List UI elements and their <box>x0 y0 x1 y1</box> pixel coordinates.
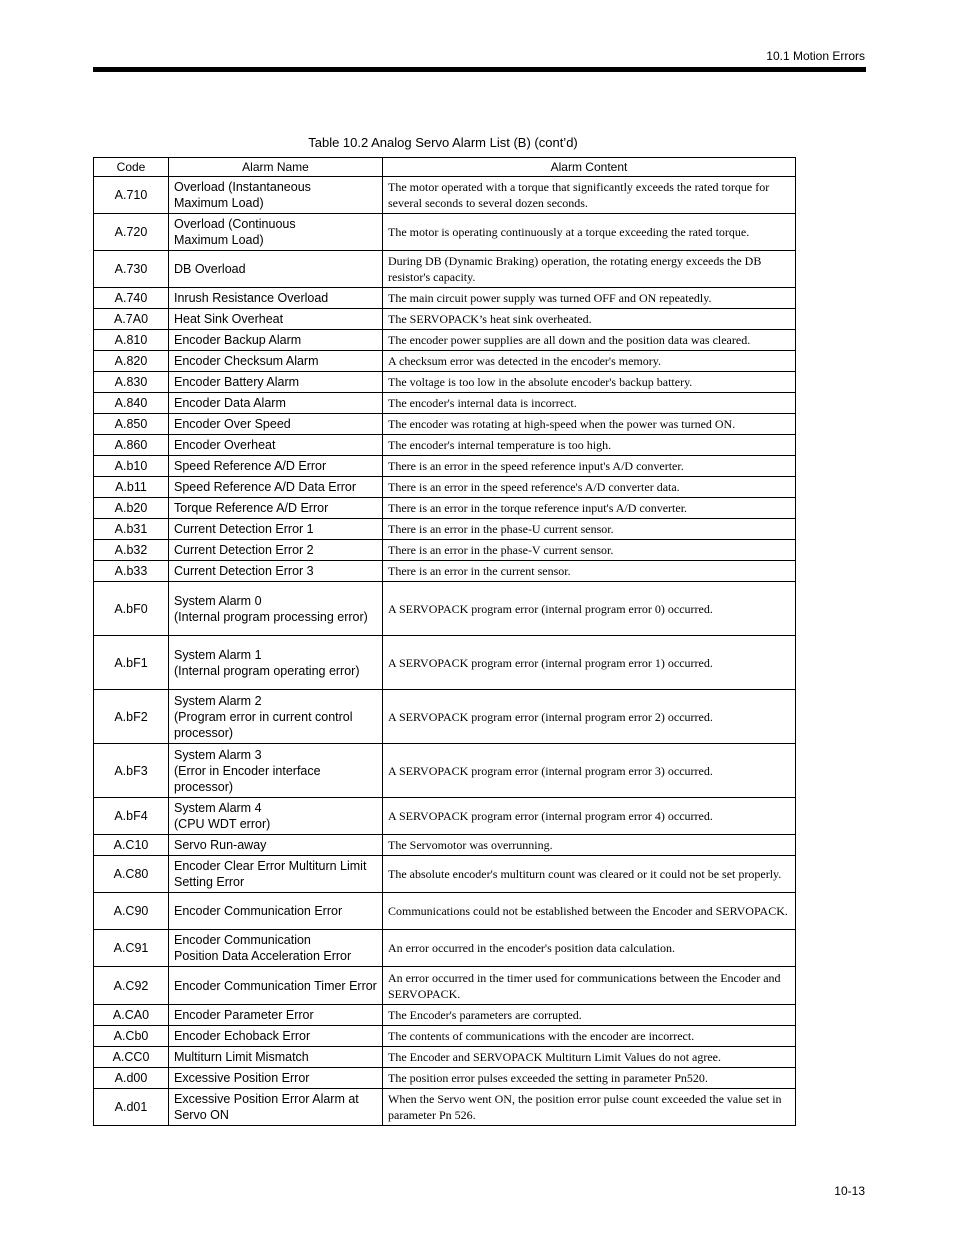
alarm-content: An error occurred in the timer used for communications between the Encoder and SERVOPACK. <box>383 967 796 1005</box>
table-row <box>94 393 796 414</box>
alarm-name: Encoder Echoback Error <box>169 1026 383 1047</box>
section-header: 10.1 Motion Errors <box>766 49 865 63</box>
alarm-content: The encoder power supplies are all down and the position data was cleared. <box>383 330 796 351</box>
alarm-content: The absolute encoder's multiturn count was cleared or it could not be set properly. <box>383 856 796 893</box>
alarm-content: There is an error in the speed reference input's A/D converter. <box>383 456 796 477</box>
alarm-name: Encoder Communication Position Data Acceleration Error <box>169 930 383 967</box>
alarm-code: A.b31 <box>94 519 169 540</box>
alarm-code: A.7A0 <box>94 309 169 330</box>
alarm-content: The encoder's internal temperature is too high. <box>383 435 796 456</box>
alarm-code: A.bF2 <box>94 690 169 744</box>
alarm-name: Encoder Battery Alarm <box>169 372 383 393</box>
table-row <box>94 930 796 967</box>
table-row <box>94 1047 796 1068</box>
alarm-name: Overload (Instantaneous Maximum Load) <box>169 177 383 214</box>
alarm-code: A.740 <box>94 288 169 309</box>
table-row <box>94 856 796 893</box>
alarm-name: DB Overload <box>169 251 383 288</box>
alarm-code: A.710 <box>94 177 169 214</box>
alarm-name: System Alarm 4 (CPU WDT error) <box>169 798 383 835</box>
alarm-code: A.b11 <box>94 477 169 498</box>
alarm-code: A.bF1 <box>94 636 169 690</box>
alarm-name: Encoder Clear Error Multiturn Limit Setting Error <box>169 856 383 893</box>
table-row <box>94 251 796 288</box>
alarm-name: Speed Reference A/D Data Error <box>169 477 383 498</box>
alarm-table <box>93 157 796 1126</box>
alarm-content: The position error pulses exceeded the setting in parameter Pn520. <box>383 1068 796 1089</box>
table-row <box>94 893 796 930</box>
alarm-content: The contents of communications with the encoder are incorrect. <box>383 1026 796 1047</box>
alarm-content: A SERVOPACK program error (internal program error 2) occurred. <box>383 690 796 744</box>
table-row <box>94 1089 796 1126</box>
table-row <box>94 372 796 393</box>
alarm-name: Multiturn Limit Mismatch <box>169 1047 383 1068</box>
alarm-name: Inrush Resistance Overload <box>169 288 383 309</box>
alarm-content: The encoder was rotating at high-speed when the power was turned ON. <box>383 414 796 435</box>
alarm-content: A SERVOPACK program error (internal program error 0) occurred. <box>383 582 796 636</box>
alarm-content: The Encoder and SERVOPACK Multiturn Limit Values do not agree. <box>383 1047 796 1068</box>
alarm-code: A.820 <box>94 351 169 372</box>
alarm-name: System Alarm 3 (Error in Encoder interface processor) <box>169 744 383 798</box>
table-row <box>94 414 796 435</box>
alarm-content: There is an error in the torque reference input's A/D converter. <box>383 498 796 519</box>
alarm-content: The encoder's internal data is incorrect. <box>383 393 796 414</box>
column-header-alarm-name: Alarm Name <box>169 158 383 177</box>
alarm-name: Current Detection Error 1 <box>169 519 383 540</box>
alarm-code: A.CC0 <box>94 1047 169 1068</box>
alarm-code: A.b10 <box>94 456 169 477</box>
alarm-content: The Encoder's parameters are corrupted. <box>383 1005 796 1026</box>
alarm-code: A.b20 <box>94 498 169 519</box>
column-header-code: Code <box>94 158 169 177</box>
alarm-name: Torque Reference A/D Error <box>169 498 383 519</box>
alarm-code: A.840 <box>94 393 169 414</box>
alarm-code: A.b33 <box>94 561 169 582</box>
alarm-content: There is an error in the phase-V current sensor. <box>383 540 796 561</box>
alarm-code: A.730 <box>94 251 169 288</box>
alarm-name: System Alarm 1 (Internal program operating error) <box>169 636 383 690</box>
alarm-code: A.830 <box>94 372 169 393</box>
table-row <box>94 582 796 636</box>
table-row <box>94 561 796 582</box>
alarm-table-body <box>94 177 796 1126</box>
alarm-code: A.850 <box>94 414 169 435</box>
alarm-code: A.C91 <box>94 930 169 967</box>
alarm-code: A.720 <box>94 214 169 251</box>
header-rule <box>93 67 866 72</box>
alarm-name: Encoder Backup Alarm <box>169 330 383 351</box>
table-row <box>94 477 796 498</box>
alarm-code: A.860 <box>94 435 169 456</box>
table-row <box>94 309 796 330</box>
table-row <box>94 967 796 1005</box>
alarm-name: Encoder Communication Timer Error <box>169 967 383 1005</box>
alarm-content: An error occurred in the encoder's position data calculation. <box>383 930 796 967</box>
alarm-name: Encoder Overheat <box>169 435 383 456</box>
alarm-code: A.CA0 <box>94 1005 169 1026</box>
alarm-code: A.d01 <box>94 1089 169 1126</box>
alarm-name: Excessive Position Error Alarm at Servo ON <box>169 1089 383 1126</box>
alarm-content: A SERVOPACK program error (internal program error 3) occurred. <box>383 744 796 798</box>
alarm-content: The motor is operating continuously at a torque exceeding the rated torque. <box>383 214 796 251</box>
page-number: 10-13 <box>834 1184 865 1198</box>
table-row <box>94 1068 796 1089</box>
table-row <box>94 798 796 835</box>
alarm-name: Servo Run-away <box>169 835 383 856</box>
alarm-name: Encoder Over Speed <box>169 414 383 435</box>
alarm-content: Communications could not be established between the Encoder and SERVOPACK. <box>383 893 796 930</box>
alarm-name: System Alarm 0 (Internal program processing error) <box>169 582 383 636</box>
alarm-code: A.bF0 <box>94 582 169 636</box>
table-row <box>94 1026 796 1047</box>
alarm-content: There is an error in the speed reference's A/D converter data. <box>383 477 796 498</box>
table-row <box>94 519 796 540</box>
alarm-name: Encoder Parameter Error <box>169 1005 383 1026</box>
table-row <box>94 288 796 309</box>
alarm-content: The main circuit power supply was turned OFF and ON repeatedly. <box>383 288 796 309</box>
table-row <box>94 214 796 251</box>
table-row <box>94 1005 796 1026</box>
alarm-code: A.C92 <box>94 967 169 1005</box>
table-header-row <box>94 158 796 177</box>
alarm-name: System Alarm 2 (Program error in current control processor) <box>169 690 383 744</box>
alarm-content: A checksum error was detected in the encoder's memory. <box>383 351 796 372</box>
alarm-content: A SERVOPACK program error (internal program error 4) occurred. <box>383 798 796 835</box>
table-row <box>94 540 796 561</box>
alarm-content: The motor operated with a torque that significantly exceeds the rated torque for several seconds to several dozen seconds. <box>383 177 796 214</box>
alarm-name: Current Detection Error 2 <box>169 540 383 561</box>
alarm-name: Encoder Communication Error <box>169 893 383 930</box>
alarm-code: A.C90 <box>94 893 169 930</box>
alarm-content: The voltage is too low in the absolute encoder's backup battery. <box>383 372 796 393</box>
table-row <box>94 498 796 519</box>
alarm-content: During DB (Dynamic Braking) operation, the rotating energy exceeds the DB resistor's capacity. <box>383 251 796 288</box>
alarm-code: A.Cb0 <box>94 1026 169 1047</box>
alarm-name: Speed Reference A/D Error <box>169 456 383 477</box>
alarm-code: A.C10 <box>94 835 169 856</box>
table-row <box>94 177 796 214</box>
table-title: Table 10.2 Analog Servo Alarm List (B) (cont’d) <box>308 135 578 150</box>
alarm-code: A.bF3 <box>94 744 169 798</box>
alarm-name: Current Detection Error 3 <box>169 561 383 582</box>
alarm-content: There is an error in the phase-U current sensor. <box>383 519 796 540</box>
column-header-alarm-content: Alarm Content <box>383 158 796 177</box>
table-row <box>94 636 796 690</box>
alarm-name: Overload (Continuous Maximum Load) <box>169 214 383 251</box>
alarm-code: A.C80 <box>94 856 169 893</box>
table-row <box>94 330 796 351</box>
table-row <box>94 435 796 456</box>
alarm-content: When the Servo went ON, the position error pulse count exceeded the value set in parameter Pn 526. <box>383 1089 796 1126</box>
alarm-name: Encoder Checksum Alarm <box>169 351 383 372</box>
alarm-code: A.810 <box>94 330 169 351</box>
alarm-content: The SERVOPACK’s heat sink overheated. <box>383 309 796 330</box>
alarm-code: A.bF4 <box>94 798 169 835</box>
alarm-content: The Servomotor was overrunning. <box>383 835 796 856</box>
table-row <box>94 690 796 744</box>
table-row <box>94 744 796 798</box>
alarm-code: A.b32 <box>94 540 169 561</box>
table-row <box>94 456 796 477</box>
alarm-name: Encoder Data Alarm <box>169 393 383 414</box>
table-row <box>94 351 796 372</box>
alarm-content: There is an error in the current sensor. <box>383 561 796 582</box>
table-row <box>94 835 796 856</box>
alarm-name: Heat Sink Overheat <box>169 309 383 330</box>
alarm-name: Excessive Position Error <box>169 1068 383 1089</box>
alarm-code: A.d00 <box>94 1068 169 1089</box>
alarm-content: A SERVOPACK program error (internal program error 1) occurred. <box>383 636 796 690</box>
